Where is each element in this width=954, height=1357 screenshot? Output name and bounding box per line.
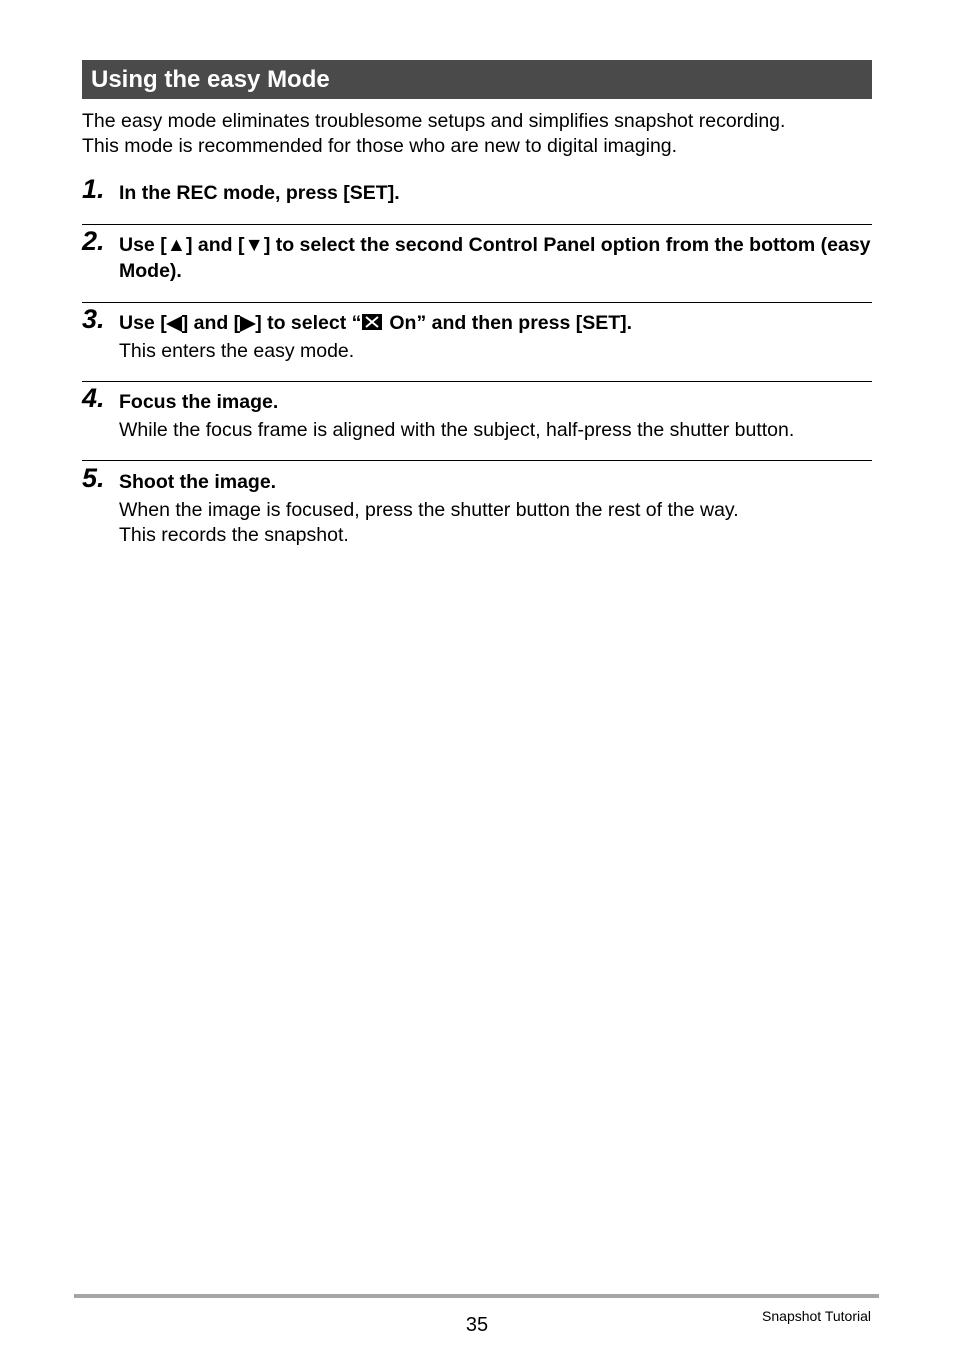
step-title: Focus the image. bbox=[119, 391, 279, 413]
footer-section-name: Snapshot Tutorial bbox=[762, 1308, 871, 1324]
step-4 bbox=[82, 383, 872, 443]
step-5 bbox=[82, 463, 872, 548]
step-body bbox=[119, 418, 872, 443]
step-3 bbox=[82, 304, 872, 364]
step-number: 5. bbox=[82, 463, 105, 493]
step-title: In the REC mode, press [SET]. bbox=[119, 182, 400, 204]
step-title-text: On” and then press [SET]. bbox=[389, 312, 633, 334]
step-title-text: ] and [ bbox=[186, 234, 245, 256]
right-triangle-icon: ▶ bbox=[240, 312, 256, 334]
page-number: 35 bbox=[465, 1314, 489, 1336]
footer-rule bbox=[74, 1294, 879, 1298]
step-body-line: While the focus frame is aligned with the subject, half-press the shutter button. bbox=[119, 419, 795, 441]
step-divider bbox=[82, 224, 872, 225]
step-title-text: ] to select the second Control Panel option from the bottom (easy Mode). bbox=[119, 234, 871, 282]
step-number: 4. bbox=[82, 383, 105, 413]
step-divider bbox=[82, 460, 872, 461]
step-body-line: This enters the easy mode. bbox=[119, 340, 355, 362]
intro-line: The easy mode eliminates troublesome setups and simplifies snapshot recording. bbox=[82, 110, 786, 132]
step-title-text: Use [ bbox=[119, 312, 167, 334]
step-body bbox=[119, 339, 872, 364]
step-divider bbox=[82, 381, 872, 382]
intro-text bbox=[82, 109, 872, 159]
section-title: Using the easy Mode bbox=[82, 60, 872, 99]
step-title-text: ] and [ bbox=[181, 312, 241, 334]
step-number: 2. bbox=[82, 226, 105, 256]
left-triangle-icon: ◀ bbox=[166, 312, 182, 334]
step-title bbox=[119, 232, 872, 284]
step-divider bbox=[82, 302, 872, 303]
up-triangle-icon: ▲ bbox=[166, 234, 186, 256]
step-title bbox=[119, 310, 872, 336]
step-body-line: This records the snapshot. bbox=[119, 524, 349, 546]
step-body bbox=[119, 498, 872, 548]
step-body-line: When the image is focused, press the shutter button the rest of the way. bbox=[119, 499, 739, 521]
step-1 bbox=[82, 174, 872, 206]
step-title-text: ] to select “ bbox=[255, 312, 362, 334]
step-number: 1. bbox=[82, 174, 105, 204]
step-2 bbox=[82, 226, 872, 284]
easy-mode-icon bbox=[361, 313, 383, 331]
down-triangle-icon: ▼ bbox=[244, 234, 264, 256]
step-title: Shoot the image. bbox=[119, 471, 277, 493]
intro-line: This mode is recommended for those who are new to digital imaging. bbox=[82, 135, 678, 157]
step-title-text: Use [ bbox=[119, 234, 167, 256]
step-number: 3. bbox=[82, 304, 105, 334]
